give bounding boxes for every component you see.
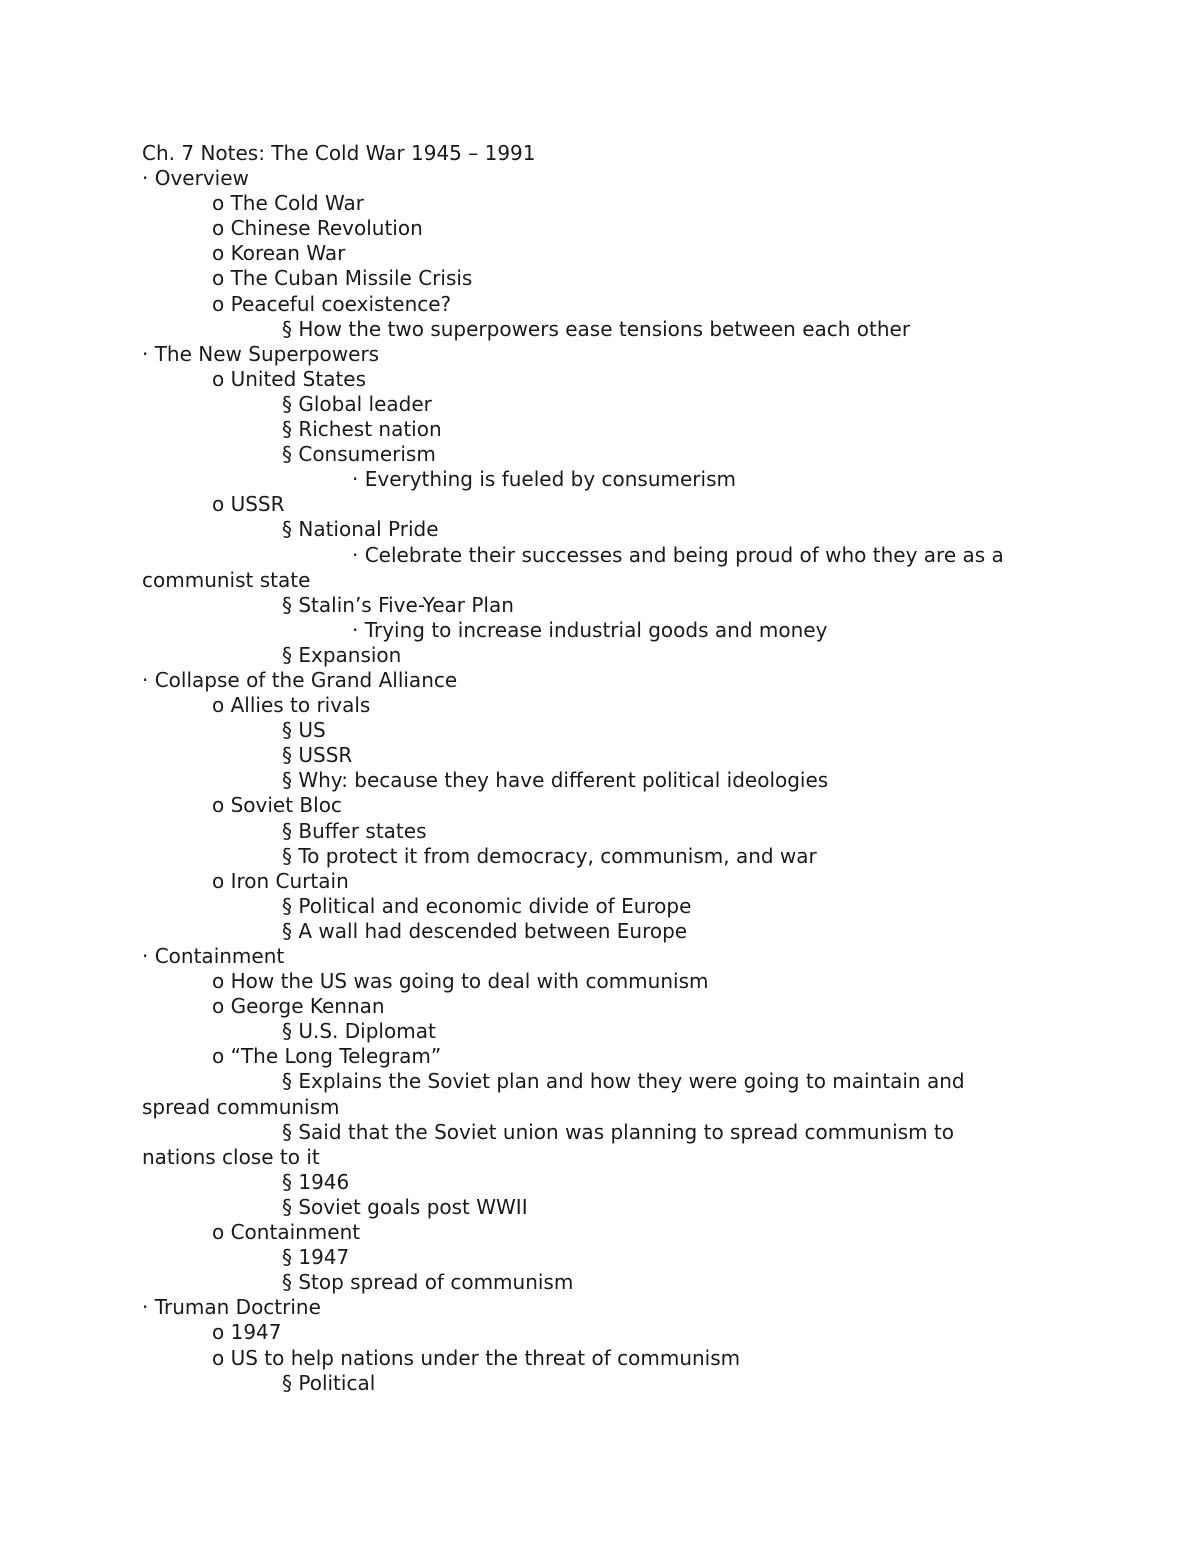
bullet-l3: § To protect it from democracy, communism, and war xyxy=(282,843,817,868)
bullet-l2: o US to help nations under the threat of communism xyxy=(212,1345,741,1370)
bullet-l1: · Collapse of the Grand Alliance xyxy=(142,667,458,692)
bullet-l3: § 1947 xyxy=(282,1245,350,1270)
bullet-l3: § Stalin’s Five-Year Plan xyxy=(282,592,514,617)
bullet-l2: o United States xyxy=(212,366,367,391)
bullet-l3: § Buffer states xyxy=(282,818,427,843)
bullet-l3: § Soviet goals post WWII xyxy=(282,1194,528,1219)
bullet-l3: § US xyxy=(282,718,326,743)
bullet-l4: · Celebrate their successes and being proud of who they are as a xyxy=(352,542,1004,567)
document-title: Ch. 7 Notes: The Cold War 1945 – 1991 xyxy=(142,141,536,165)
bullet-l2: o George Kennan xyxy=(212,994,385,1019)
bullet-l3: § Said that the Soviet union was planning to spread communism to xyxy=(282,1119,955,1144)
bullet-l2: o The Cuban Missile Crisis xyxy=(212,266,473,291)
bullet-l1: · Containment xyxy=(142,944,285,968)
bullet-l1: · The New Superpowers xyxy=(142,341,380,366)
bullet-l2: o Korean War xyxy=(212,241,346,266)
wrapped-line: communist state xyxy=(142,567,311,592)
bullet-l3: § USSR xyxy=(282,743,353,768)
bullet-l3: § U.S. Diplomat xyxy=(282,1019,436,1044)
notes-body xyxy=(142,141,1082,1396)
bullet-l2: o Chinese Revolution xyxy=(212,216,423,241)
bullet-l2: o Soviet Bloc xyxy=(212,793,342,818)
bullet-l3: § Richest nation xyxy=(282,417,442,442)
bullet-l3: § Political xyxy=(282,1370,376,1395)
wrapped-line: nations close to it xyxy=(142,1144,320,1169)
bullet-l2: o Allies to rivals xyxy=(212,693,371,718)
bullet-l2: o The Cold War xyxy=(212,191,364,216)
bullet-l4: · Trying to increase industrial goods and money xyxy=(352,617,828,642)
bullet-l2: o USSR xyxy=(212,492,285,517)
bullet-l3: § Consumerism xyxy=(282,442,436,467)
bullet-l3: § 1946 xyxy=(282,1169,350,1194)
bullet-l2: o Peaceful coexistence? xyxy=(212,291,452,316)
bullet-l2: o Containment xyxy=(212,1220,361,1245)
bullet-l2: o “The Long Telegram” xyxy=(212,1044,442,1069)
bullet-l1: · Truman Doctrine xyxy=(142,1295,321,1320)
bullet-l3: § A wall had descended between Europe xyxy=(282,918,688,943)
bullet-l2: o Iron Curtain xyxy=(212,868,349,893)
bullet-l1: · Overview xyxy=(142,166,249,191)
bullet-l2: o How the US was going to deal with communism xyxy=(212,969,709,994)
bullet-l2: o 1947 xyxy=(212,1320,282,1345)
bullet-l3: § National Pride xyxy=(282,517,439,542)
wrapped-line: spread communism xyxy=(142,1094,340,1119)
bullet-l3: § How the two superpowers ease tensions between each other xyxy=(282,316,911,341)
bullet-l3: § Global leader xyxy=(282,391,432,416)
bullet-l3: § Why: because they have different political ideologies xyxy=(282,768,829,793)
bullet-l3: § Stop spread of communism xyxy=(282,1270,574,1295)
bullet-l3: § Explains the Soviet plan and how they were going to maintain and xyxy=(282,1069,965,1094)
bullet-l4: · Everything is fueled by consumerism xyxy=(352,467,736,492)
bullet-l3: § Political and economic divide of Europe xyxy=(282,893,692,918)
bullet-l3: § Expansion xyxy=(282,642,402,667)
